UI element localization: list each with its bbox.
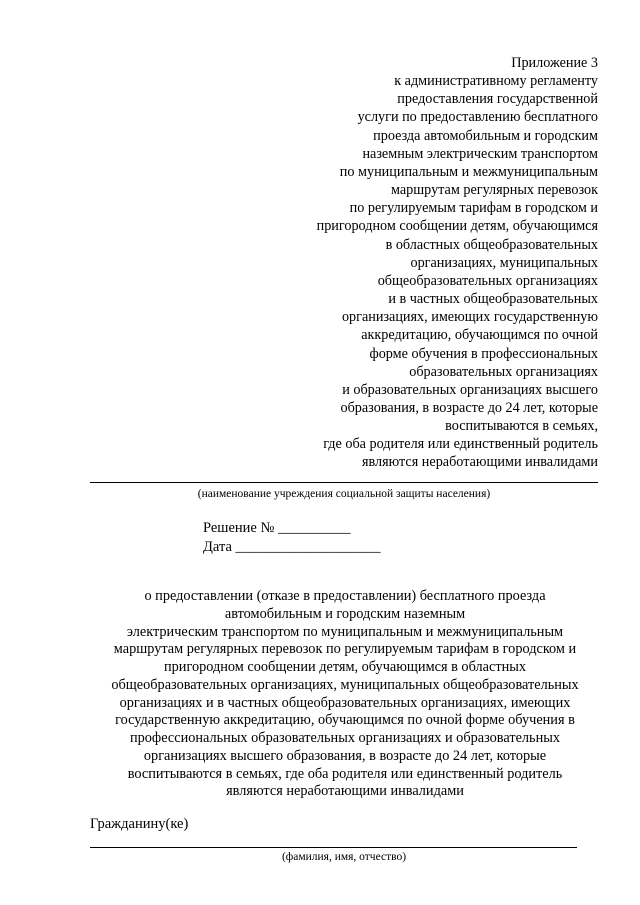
appendix-line: общеобразовательных организациях [377, 272, 598, 289]
decision-number: Решение № __________ [203, 520, 351, 536]
appendix-line: организациях, муниципальных [410, 254, 598, 271]
citizen-caption: (фамилия, имя, отчество) [281, 851, 407, 863]
subject-line: профессиональных образовательных организациях и образовательных [129, 730, 560, 746]
appendix-line: услуги по предоставлению бесплатного [357, 109, 598, 126]
appendix-line: организациях, имеющих государственную [341, 309, 598, 326]
institution-caption: (наименование учреждения социальной защиты населения) [197, 488, 491, 500]
subject-line: воспитываются в семьях, где оба родителя или единственный родитель [127, 765, 563, 782]
subject-line: общеобразовательных организациях, муниципальных общеобразовательных [111, 676, 579, 693]
appendix-line: в областных общеобразовательных [385, 236, 598, 253]
appendix-line: и в частных общеобразовательных [388, 291, 598, 308]
appendix-line: по муниципальным и межмуниципальным [339, 163, 598, 180]
citizen-label: Гражданину(ке) [90, 816, 189, 832]
appendix-line: наземным электрическим транспортом [362, 145, 598, 162]
appendix-line: по регулируемым тарифам в городском и [349, 200, 598, 217]
decision-date: Дата ____________________ [203, 539, 381, 555]
appendix-line: проезда автомобильным и городским [373, 127, 598, 144]
appendix-line: маршрутам регулярных перевозок [390, 182, 598, 199]
appendix-line: пригородном сообщении детям, обучающимся [316, 218, 598, 235]
appendix-line: являются неработающими инвалидами [362, 454, 598, 471]
citizen-name-line [90, 847, 577, 848]
institution-name-line [90, 482, 598, 483]
subject-line: маршрутам регулярных перевозок по регулируемым тарифам в городском и [113, 641, 577, 658]
appendix-line: предоставления государственной [397, 91, 598, 108]
decision-block [203, 519, 381, 557]
subject-line: являются неработающими инвалидами [226, 783, 464, 800]
subject-line: пригородном сообщении детям, обучающимся в областных [164, 659, 526, 675]
appendix-line: и образовательных организациях высшего [342, 381, 598, 398]
appendix-line: образования, в возрасте до 24 лет, которые [340, 399, 598, 416]
subject-line: организациях и в частных общеобразовательных организациях, имеющих [119, 694, 571, 711]
appendix-line: форме обучения в профессиональных [369, 345, 598, 362]
subject-line: организациях высшего образования, в возрасте до 24 лет, которые [143, 747, 547, 764]
appendix-header [268, 54, 598, 472]
appendix-line: где оба родителя или единственный родитель [323, 436, 598, 453]
appendix-line: воспитываются в семьях, [445, 418, 598, 435]
subject-line: электрическим транспортом по муниципальным и межмуниципальным [126, 623, 564, 640]
appendix-line: аккредитацию, обучающимся по очной [361, 327, 598, 344]
appendix-line: образовательных организациях [409, 363, 598, 380]
subject-line: государственную аккредитацию, обучающимся по очной форме обучения в [115, 712, 575, 729]
appendix-line: к административному регламенту [394, 73, 598, 90]
appendix-line: Приложение 3 [511, 55, 598, 71]
subject-line: автомобильным и городским наземным [224, 605, 466, 622]
decision-subject [86, 588, 604, 801]
subject-line: о предоставлении (отказе в предоставлении) бесплатного проезда [144, 588, 546, 604]
